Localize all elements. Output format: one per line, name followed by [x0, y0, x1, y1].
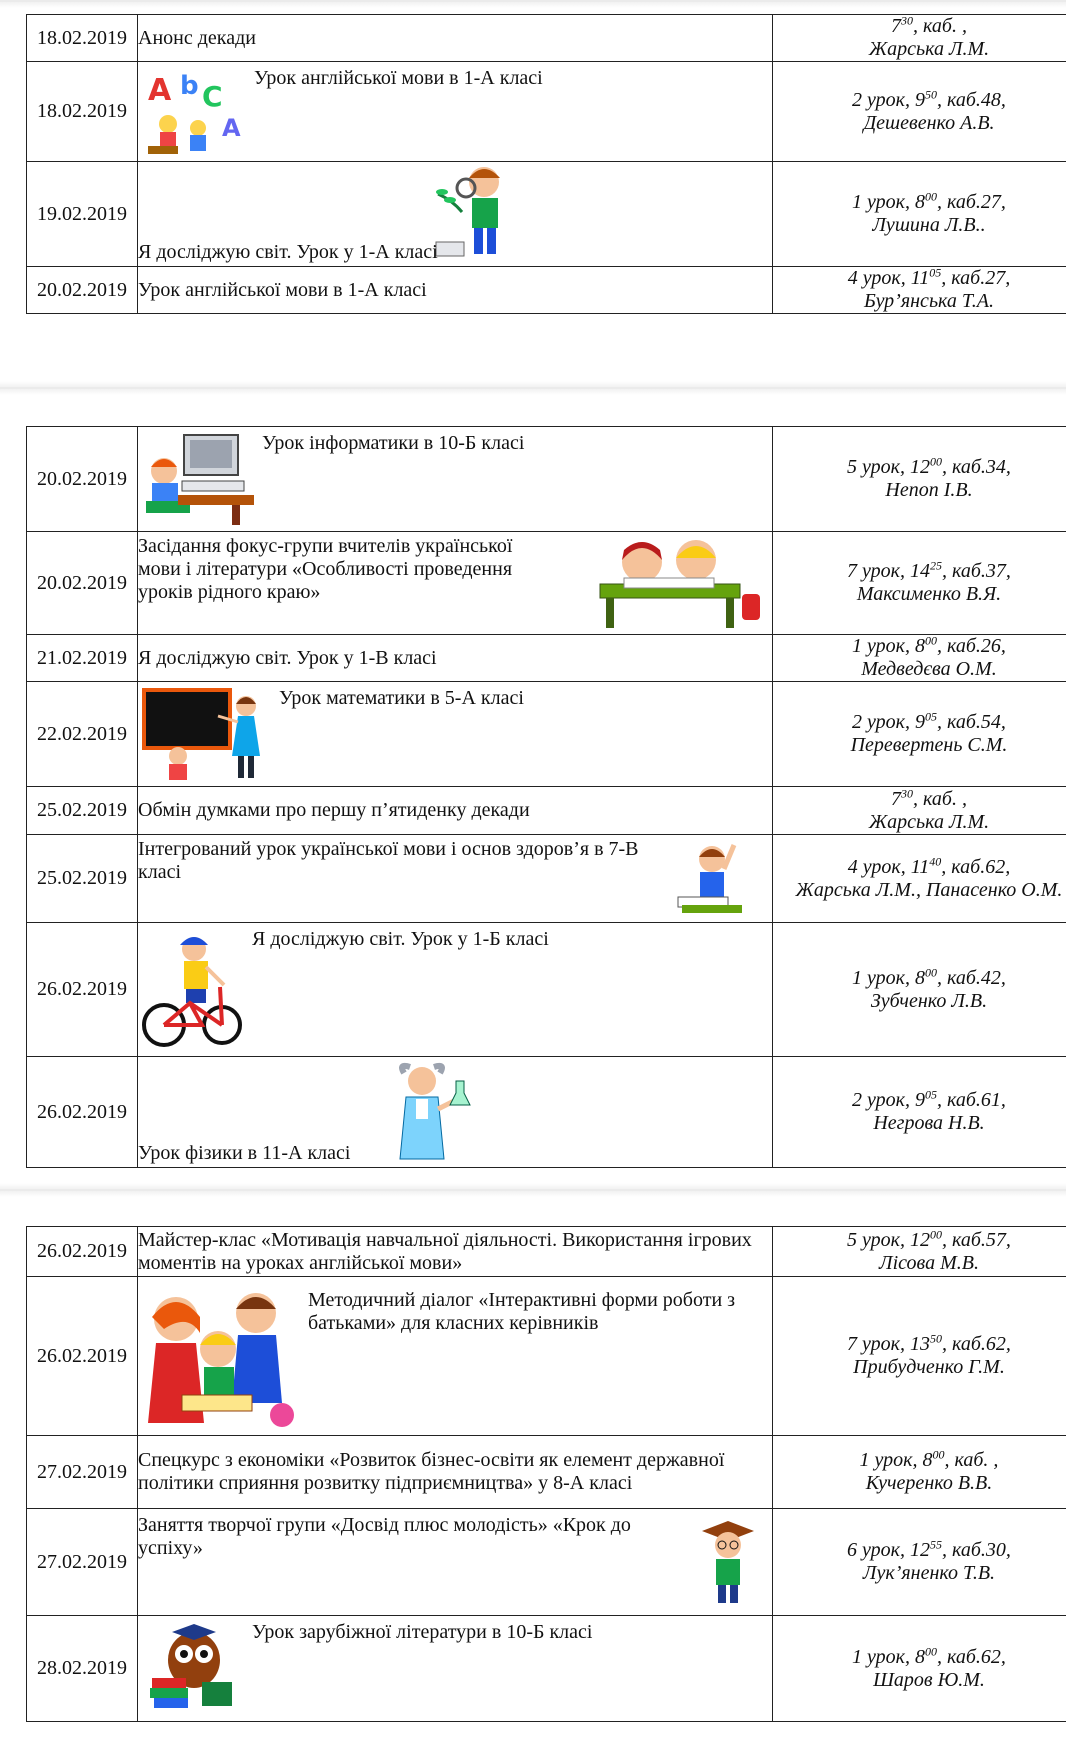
table-row	[27, 1436, 1066, 1509]
table-row	[27, 15, 1066, 62]
date-cell: 25.02.2019	[27, 787, 138, 835]
event-text: Урок англійської мови в 1-А класі	[254, 67, 543, 89]
info-cell: 1 урок, $8^{00}$, каб.26, Медведєва О.М.	[773, 635, 1066, 682]
table-row	[27, 62, 1066, 162]
family-reading-icon	[142, 1283, 298, 1431]
raising-hand-pupil-icon	[672, 839, 752, 919]
event-text: Я досліджую світ. Урок у 1-В класі	[138, 646, 437, 669]
teacher-name: Жарська Л.М.	[868, 38, 990, 60]
owl-books-icon	[142, 1620, 242, 1716]
event-text: Урок інформатики в 10-Б класі	[262, 432, 525, 454]
event-cell	[138, 682, 773, 787]
event-cell	[138, 267, 773, 314]
date-cell: 26.02.2019	[27, 923, 138, 1057]
table-row	[27, 532, 1066, 635]
teacher-name: Шаров Ю.М.	[873, 1668, 985, 1691]
event-text: Я досліджую світ. Урок у 1-А класі	[138, 241, 438, 263]
teacher-name: Бур’янська Т.А.	[864, 290, 994, 312]
svg-text:C: C	[202, 80, 223, 113]
event-cell	[138, 1616, 773, 1722]
info-cell: 2 урок, $9^{05}$, каб.54, Перевертень С.М.	[773, 682, 1066, 787]
event-cell	[138, 1509, 773, 1616]
teacher-name: Жарська Л.М., Панасенко О.М.	[795, 878, 1063, 901]
page-separator	[0, 381, 1066, 395]
teacher-name: Лушина Л.В..	[872, 214, 986, 236]
date-cell: 18.02.2019	[27, 62, 138, 162]
info-cell: 7 урок, $14^{25}$, каб.37, Максименко В.Я.	[773, 532, 1066, 635]
info-cell: 1 урок, $8^{00}$, каб.62, Шаров Ю.М.	[773, 1616, 1066, 1722]
event-cell	[138, 923, 773, 1057]
table-row	[27, 1057, 1066, 1168]
date-cell: 18.02.2019	[27, 15, 138, 62]
event-text: Я досліджую світ. Урок у 1-Б класі	[252, 928, 549, 950]
date-cell: 21.02.2019	[27, 635, 138, 682]
event-cell	[138, 1057, 773, 1168]
teacher-name: Зубченко Л.В.	[870, 989, 988, 1012]
event-cell	[138, 532, 773, 635]
event-cell	[138, 162, 773, 267]
event-cell	[138, 787, 773, 835]
teacher-name: Дешевенко А.В.	[863, 111, 995, 134]
teacher-name: Кучеренко В.В.	[865, 1472, 993, 1494]
date-cell: 22.02.2019	[27, 682, 138, 787]
event-cell	[138, 15, 773, 62]
table-row	[27, 1277, 1066, 1436]
table-row	[27, 787, 1066, 835]
date-cell: 27.02.2019	[27, 1436, 138, 1509]
info-cell: 5 урок, $12^{00}$, каб.34, Непоп І.В.	[773, 427, 1066, 532]
teacher-name: Медведєва О.М.	[861, 658, 997, 680]
table-row	[27, 835, 1066, 923]
date-cell: 20.02.2019	[27, 427, 138, 532]
date-cell: 26.02.2019	[27, 1277, 138, 1436]
svg-text:b: b	[180, 71, 199, 101]
event-text: Заняття творчої групи «Досвід плюс молодість» «Крок до успіху»	[138, 1514, 631, 1559]
schedule-table-3	[26, 1226, 1066, 1722]
event-text: Урок зарубіжної літератури в 10-Б класі	[252, 1621, 593, 1643]
date-cell: 25.02.2019	[27, 835, 138, 923]
date-cell: 26.02.2019	[27, 1227, 138, 1277]
graduate-kid-icon	[694, 1517, 760, 1605]
table-row	[27, 427, 1066, 532]
info-cell: 1 урок, $8^{00}$, каб. , Кучеренко В.В.	[773, 1436, 1066, 1509]
event-cell	[138, 835, 773, 923]
event-cell	[138, 427, 773, 532]
table-row	[27, 1616, 1066, 1722]
blackboard-teacher-icon	[142, 686, 266, 782]
table-row	[27, 682, 1066, 787]
computer-kid-icon	[142, 431, 254, 527]
event-text: Урок англійської мови в 1-А класі	[138, 278, 427, 301]
event-cell	[138, 1277, 773, 1436]
event-text: Урок фізики в 11-А класі	[138, 1142, 351, 1164]
letters-kids-icon	[142, 66, 246, 156]
date-cell: 20.02.2019	[27, 532, 138, 635]
cyclist-icon	[142, 929, 242, 1051]
event-text: Засідання фокус-групи вчителів української мови і літератури «Особливості проведення уроків рідного краю»	[138, 535, 513, 603]
table-row	[27, 923, 1066, 1057]
event-text: Обмін думками про першу п’ятиденку декади	[138, 799, 530, 821]
date-cell: 27.02.2019	[27, 1509, 138, 1616]
teacher-name: Перевертень С.М.	[850, 734, 1008, 756]
info-cell: 2 урок, $9^{50}$, каб.48, Дешевенко А.В.	[773, 62, 1066, 162]
table-row	[27, 635, 1066, 682]
scientist-icon	[382, 1059, 482, 1165]
pupils-desk-icon	[594, 534, 764, 632]
table-row	[27, 267, 1066, 314]
table-row	[27, 1227, 1066, 1277]
event-text: Урок математики в 5-А класі	[279, 687, 524, 709]
teacher-name: Непоп І.В.	[885, 479, 973, 501]
teacher-name: Лісова М.В.	[879, 1251, 979, 1274]
info-cell: 1 урок, $8^{00}$, каб.42, Зубченко Л.В.	[773, 923, 1066, 1057]
teacher-name: Жарська Л.М.	[868, 810, 990, 833]
date-cell: 28.02.2019	[27, 1616, 138, 1722]
svg-text:A: A	[222, 114, 241, 142]
info-cell: 4 урок, $11^{05}$, каб.27, Бур’янська Т.А.	[773, 267, 1066, 314]
table-row	[27, 162, 1066, 267]
table-row	[27, 1509, 1066, 1616]
event-text: Анонс декади	[138, 26, 256, 49]
info-cell: 1 урок, $8^{00}$, каб.27, Лушина Л.В..	[773, 162, 1066, 267]
date-cell: 19.02.2019	[27, 162, 138, 267]
info-cell: 7 урок, $13^{50}$, каб.62, Прибудченко Г.М.	[773, 1277, 1066, 1436]
event-cell	[138, 1436, 773, 1509]
info-cell: 4 урок, $11^{40}$, каб.62, Жарська Л.М., Панасенко О.М.	[773, 835, 1066, 923]
schedule-table-2	[26, 426, 1066, 1168]
teacher-name: Лук’яненко Т.В.	[862, 1562, 996, 1584]
event-text: Майстер-клас «Мотивація навчальної діяльності. Використання ігрових моментів на уроках англійської мови»	[138, 1228, 752, 1274]
info-cell: 2 урок, $9^{05}$, каб.61, Негрова Н.В.	[773, 1057, 1066, 1168]
teacher-name: Прибудченко Г.М.	[853, 1356, 1005, 1378]
info-cell: 6 урок, $12^{55}$, каб.30, Лук’яненко Т.В.	[773, 1509, 1066, 1616]
teacher-name: Максименко В.Я.	[856, 583, 1002, 605]
teacher-name: Негрова Н.В.	[873, 1112, 985, 1134]
event-cell	[138, 635, 773, 682]
date-cell: 20.02.2019	[27, 267, 138, 314]
info-cell: $7^{30}$, каб. , Жарська Л.М.	[773, 15, 1066, 62]
schedule-table-1	[26, 14, 1066, 314]
event-text: Інтегрований урок української мови і основ здоров’я в 7-В класі	[138, 838, 639, 883]
date-cell: 26.02.2019	[27, 1057, 138, 1168]
event-cell	[138, 1227, 773, 1277]
info-cell: 5 урок, $12^{00}$, каб.57, Лісова М.В.	[773, 1227, 1066, 1277]
event-text: Методичний діалог «Інтерактивні форми роботи з батьками» для класних керівників	[308, 1289, 736, 1334]
event-text: Спецкурс з економіки «Розвиток бізнес-освіти як елемент державної політики сприяння розвитку підприємництва» у 8-А класі	[138, 1449, 725, 1494]
page-separator-top	[0, 0, 1066, 8]
page-separator	[0, 1183, 1066, 1197]
explorer-boy-icon	[432, 164, 522, 264]
info-cell: $7^{30}$, каб. , Жарська Л.М.	[773, 787, 1066, 835]
svg-text:A: A	[148, 73, 172, 108]
event-cell	[138, 62, 773, 162]
